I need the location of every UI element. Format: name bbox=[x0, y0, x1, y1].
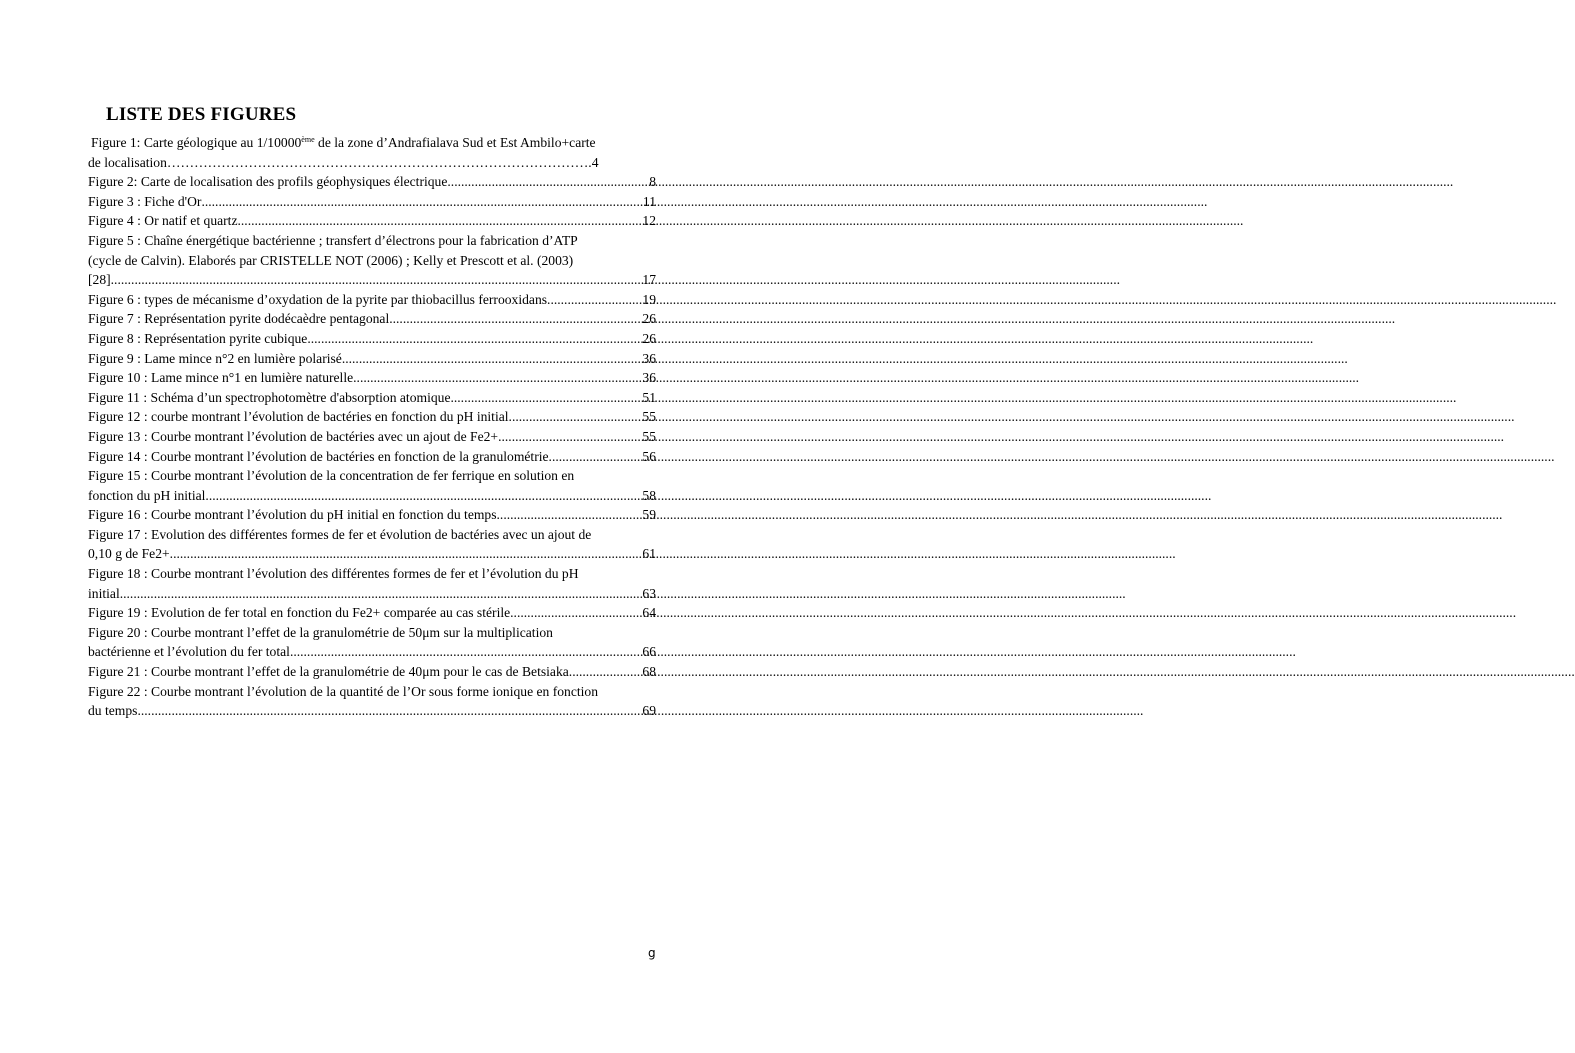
page-number: 51 bbox=[642, 389, 656, 405]
entry-last-line: Figure 6 : types de mécanisme d’oxydation de la pyrite par thiobacillus ferrooxidans. ..... 19 bbox=[88, 290, 656, 310]
figure-entry-21[interactable] bbox=[88, 662, 656, 682]
page-number: 63 bbox=[642, 585, 656, 601]
entry-last-line: Figure 12 : courbe montrant l’évolution de bactéries en fonction du pH initial ..... 55 bbox=[88, 407, 656, 427]
dot-leader bbox=[342, 349, 643, 369]
entry-last-line: 0,10 g de Fe2+ ..... 61 bbox=[88, 544, 656, 564]
page-footer-number: g bbox=[648, 946, 656, 960]
entry-first-line: Figure 1: Carte géologique au 1/10000ème de la zone d’Andrafialava Sud et Est Ambilo+carte bbox=[91, 135, 596, 150]
page-number: 4 bbox=[591, 154, 599, 170]
entry-last-line: initial ..... 63 bbox=[88, 584, 656, 604]
entry-last-line: Figure 3 : Fiche d'Or ..... 11 bbox=[88, 192, 656, 212]
dot-leader bbox=[569, 662, 643, 682]
dot-leader bbox=[389, 309, 642, 329]
page-number: 26 bbox=[642, 311, 656, 327]
dot-leader bbox=[498, 427, 642, 447]
dot-leader bbox=[353, 368, 642, 388]
entry-last-line: de localisation…………………………………………………………………………………. 4 bbox=[88, 153, 656, 173]
figure-entry-16[interactable] bbox=[88, 505, 656, 525]
entry-last-line: bactérienne et l’évolution du fer total ..... 66 bbox=[88, 642, 656, 662]
page-title: LISTE DES FIGURES bbox=[106, 104, 297, 125]
dot-leader bbox=[170, 544, 643, 564]
entry-last-line: Figure 7 : Représentation pyrite dodécaèdre pentagonal ..... 26 bbox=[88, 309, 656, 329]
entry-second-line: (cycle de Calvin). Elaborés par CRISTELLE NOT (2006) ; Kelly et Prescott et al. (2003) bbox=[88, 252, 574, 268]
entry-last-line: fonction du pH initial ..... 58 bbox=[88, 486, 656, 506]
entry-last-line: du temps ..... 69 bbox=[88, 701, 656, 721]
dot-leader bbox=[238, 211, 643, 231]
figure-entry-15[interactable] bbox=[88, 466, 656, 505]
entry-last-line: Figure 4 : Or natif et quartz ..... 12 bbox=[88, 211, 656, 231]
entry-last-line: Figure 19 : Evolution de fer total en fonction du Fe2+ comparée au cas stérile ..... 64 bbox=[88, 603, 656, 623]
page-number: 68 bbox=[642, 664, 656, 680]
dot-leader bbox=[509, 407, 643, 427]
entry-first-line: Figure 18 : Courbe montrant l’évolution des différentes formes de fer et l’évolution du pH bbox=[88, 566, 579, 582]
figure-entry-19[interactable] bbox=[88, 603, 656, 623]
figure-entry-3[interactable] bbox=[88, 192, 656, 212]
page-number: 64 bbox=[642, 605, 656, 621]
page-number: 61 bbox=[642, 546, 656, 562]
page-number: 8 bbox=[649, 174, 656, 190]
dot-leader bbox=[510, 603, 642, 623]
dot-leader bbox=[447, 172, 649, 192]
entry-last-line: Figure 14 : Courbe montrant l’évolution de bactéries en fonction de la granulométrie ..... 56 bbox=[88, 447, 656, 467]
dot-leader bbox=[120, 584, 643, 604]
page-number: 58 bbox=[642, 487, 656, 503]
entry-last-line: Figure 10 : Lame mince n°1 en lumière naturelle ..... 36 bbox=[88, 368, 656, 388]
entry-first-line: Figure 15 : Courbe montrant l’évolution de la concentration de fer ferrique en solution en bbox=[88, 468, 575, 484]
entry-first-line: Figure 17 : Evolution des différentes formes de fer et évolution de bactéries avec un ajout de bbox=[88, 526, 592, 542]
figure-entry-22[interactable] bbox=[88, 682, 656, 721]
figure-list bbox=[88, 133, 656, 721]
entry-last-line: Figure 11 : Schéma d’un spectrophotomètre d'absorption atomique ..... 51 bbox=[88, 388, 656, 408]
entry-first-line: Figure 22 : Courbe montrant l’évolution de la quantité de l’Or sous forme ionique en fonction bbox=[88, 683, 599, 699]
figure-entry-2[interactable] bbox=[88, 172, 656, 192]
dot-leader bbox=[307, 329, 642, 349]
page-number: 55 bbox=[642, 428, 656, 444]
page-number: 19 bbox=[642, 291, 656, 307]
page-number: 12 bbox=[642, 213, 656, 229]
dot-leader bbox=[549, 447, 643, 467]
entry-last-line: Figure 2: Carte de localisation des profils géophysiques électrique ..... 8 bbox=[88, 172, 656, 192]
figure-entry-6[interactable] bbox=[88, 290, 656, 310]
figure-entry-17[interactable] bbox=[88, 525, 656, 564]
document-page bbox=[0, 0, 745, 1053]
dot-leader bbox=[290, 642, 642, 662]
figure-entry-7[interactable] bbox=[88, 309, 656, 329]
page-number: 36 bbox=[642, 350, 656, 366]
dot-leader bbox=[497, 505, 643, 525]
dot-leader bbox=[205, 486, 642, 506]
entry-first-line: Figure 20 : Courbe montrant l’effet de la granulométrie de 50μm sur la multiplication bbox=[88, 624, 553, 640]
entry-last-line: Figure 16 : Courbe montrant l’évolution du pH initial en fonction du temps ..... 59 bbox=[88, 505, 656, 525]
page-number: 11 bbox=[642, 193, 656, 209]
page-number: 55 bbox=[642, 409, 656, 425]
page-number: 66 bbox=[642, 644, 656, 660]
figure-entry-12[interactable] bbox=[88, 407, 656, 427]
entry-last-line: Figure 8 : Représentation pyrite cubique ..... 26 bbox=[88, 329, 656, 349]
figure-entry-10[interactable] bbox=[88, 368, 656, 388]
page-number: 59 bbox=[642, 507, 656, 523]
dot-leader bbox=[137, 701, 642, 721]
figure-entry-18[interactable] bbox=[88, 564, 656, 603]
entry-last-line: Figure 13 : Courbe montrant l’évolution de bactéries avec un ajout de Fe2+ ..... 55 bbox=[88, 427, 656, 447]
figure-entry-8[interactable] bbox=[88, 329, 656, 349]
entry-last-line: Figure 9 : Lame mince n°2 en lumière polarisé ..... 36 bbox=[88, 349, 656, 369]
page-number: 56 bbox=[642, 448, 656, 464]
entry-first-line: Figure 5 : Chaîne énergétique bactérienne ; transfert d’électrons pour la fabrication d’ATP bbox=[88, 232, 578, 248]
page-number: 69 bbox=[642, 703, 656, 719]
dot-leader bbox=[450, 388, 642, 408]
figure-entry-20[interactable] bbox=[88, 623, 656, 662]
entry-last-line: [28]. ..... 17 bbox=[88, 270, 656, 290]
figure-entry-11[interactable] bbox=[88, 388, 656, 408]
figure-entry-14[interactable] bbox=[88, 447, 656, 467]
dot-leader bbox=[114, 270, 642, 290]
figure-entry-1[interactable] bbox=[88, 133, 656, 172]
page-number: 26 bbox=[642, 330, 656, 346]
dot-leader bbox=[201, 192, 642, 212]
figure-entry-13[interactable] bbox=[88, 427, 656, 447]
page-number: 17 bbox=[642, 272, 656, 288]
entry-last-line: Figure 21 : Courbe montrant l’effet de la granulométrie de 40μm pour le cas de Betsiaka ..... 68 bbox=[88, 662, 656, 682]
page-number: 36 bbox=[642, 370, 656, 386]
figure-entry-5[interactable] bbox=[88, 231, 656, 290]
figure-entry-9[interactable] bbox=[88, 349, 656, 369]
dot-leader bbox=[550, 290, 642, 310]
figure-entry-4[interactable] bbox=[88, 211, 656, 231]
